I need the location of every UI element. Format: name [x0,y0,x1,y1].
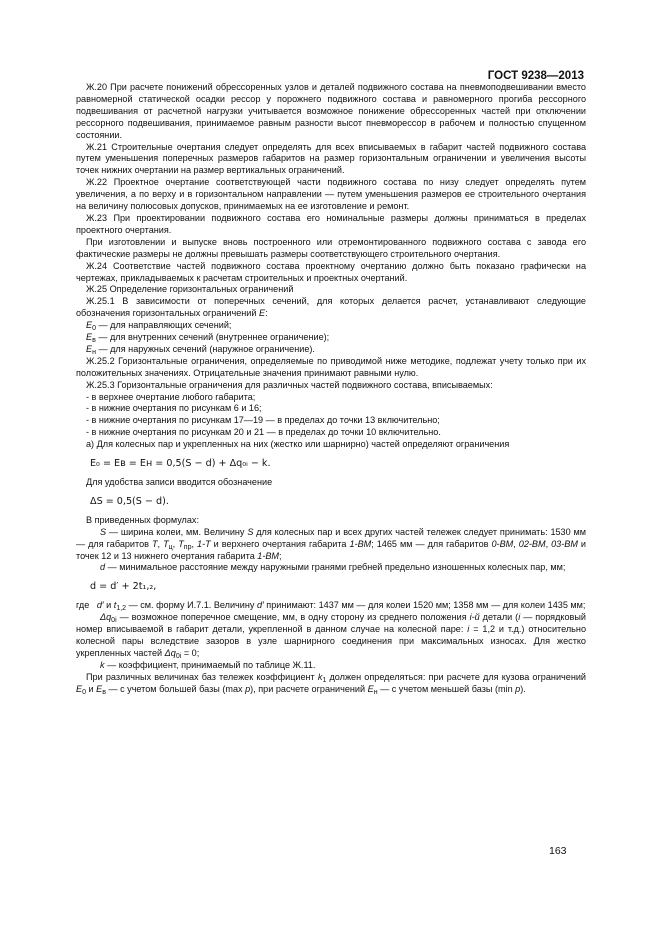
paragraph-item-a: а) Для колесных пар и укрепленных на них (жестко или шарнирно) частей определяют ограничения [86,439,510,450]
definition-s: S — ширина колеи, мм. Величину S для колесных пар и всех других частей тележек следует принимать: 1530 мм — для габаритов T, $T_ц$, $T_{пр}$, 1-Т и верхнего очертания габарита 1-ВМ; 1465 мм — для габаритов 0-ВМ, 02-ВМ, 03-ВМ и точек 12 и 13 нижнего очертания габарита 1-ВМ; [76,526,587,561]
paragraph-zh21: Ж.21 Строительные очертания следует определять для всех вписываемых в габарит частей подвижного состава путем уменьшения поперечных размеров габаритов на размер горизонтальным ограничении и увеличения высоты точек нижних очертании на размер вертикальных ограничений. [76,141,586,176]
paragraph-zh25-2: Ж.25.2 Горизонтальные ограничения, определяемые по приводимой ниже методике, подлежат учету только при их положительных значениях. Отрицательные значения принимают равными нулю. [76,355,586,378]
paragraph-zh23: Ж.23 При проектировании подвижного состава его номинальные размеры должны приниматься в пределах проектного очертания. [76,212,586,235]
section-title-zh25: Ж.25 Определение горизонтальных ограничений [86,284,294,295]
page-number: 163 [549,845,567,857]
formula-limits: E₀ = Eв = Eн = 0,5(S − d) + Δq₀ᵢ − k. [90,458,271,470]
body-text [76,82,586,696]
definition-k: k — коэффициент, принимаемый по таблице Ж.11. [100,659,316,670]
definition-delta-q: $\Delta q_{0i}$ — возможное поперечное смещение, мм, в одну сторону из среднего положения i-й детали (i — порядковый номер вписываемой в габарит детали, укрепленной в данном случае на колесной паре: i = 1,2 и т.д.) относительно колесной пары вследствие зазоров в узле шарнирного соединения при максимальных износах. Для жестко укрепленных частей $\Delta q_{0i} = 0$; [76,612,587,660]
paragraph-manufacture: При изготовлении и выпуске вновь построенного или отремонтированного подвижного состава с завода его фактические размеры не должны превышать размеры соответствующего строительного очертания. [76,236,586,259]
list-item: - в нижние очертания по рисункам 6 и 16; [86,403,262,414]
paragraph-zh20: Ж.20 При расчете понижений обрессоренных узлов и деталей подвижного состава на пневмоподвешивании вместо равномерной статической осадки рессор у порожнего подвижного состава и равномерного прогиба рессорного подвешивания от расчетной нагрузки учитывается возможное понижение обрессоренных частей при отключении рессорного подвешивания, принимаемое равным разности высот пневморессор в рабочем и полностью спущенном состоянии. [76,82,586,140]
definition-ev: $E_в$ — для внутренних сечений (внутреннее ограничение); [86,332,330,345]
paragraph-zh25-3: Ж.25.3 Горизонтальные ограничения для различных частей подвижного состава, вписываемых: [86,379,493,390]
paragraph-k1: При различных величинах баз тележек коэффициент $k_1$ должен определяться: при расчете для кузова ограничений $E_0$ и $E_в$ — с учетом большей базы (max p), при расчете ограничений $E_н$ — с учетом меньшей базы (min p). [76,671,587,696]
document-header: ГОСТ 9238—2013 [487,70,584,82]
paragraph-notation: Для удобства записи вводится обозначение [86,477,273,487]
paragraph-zh22: Ж.22 Проектное очертание соответствующей части подвижного состава по низу следует определять путем увеличения, а по верху и в горизонтальном направлении — путем уменьшения размеров ее строительного очертания на величину полюсовых допусков, принимаемых на ее изготовление и ремонт. [76,177,586,212]
list-item: - в нижние очертания по рисункам 20 и 21 — в пределах до точки 10 включительно. [86,427,441,438]
definition-e0: $E_0$ — для направляющих сечений; [86,320,232,333]
paragraph-zh24: Ж.24 Соответствие частей подвижного состава проектному очертанию должно быть показано графически на чертежах, прикладываемых к расчетам строительных и проектных очертаний. [76,260,586,283]
formula-d: d = d′ + 2t₁,₂, [90,581,157,593]
formula-delta-s: ΔS = 0,5(S − d). [90,495,169,507]
definition-d: d — минимальное расстояние между наружными гранями гребней предельно изношенных колесных пар, мм; [100,562,566,573]
list-item: - в верхнее очертание любого габарита; [86,391,256,402]
paragraph-zh25-1: Ж.25.1 В зависимости от поперечных сечений, для которых делается расчет, устанавливают следующие обозначения горизонтальных ограничений Е: [76,296,586,319]
list-item: - в нижние очертания по рисункам 17—19 — в пределах до точки 13 включительно; [86,415,440,426]
definition-d-prime: где d′ и $t_{1,2}$ — см. форму И.7.1. Величину d′ принимают: 1437 мм — для колеи 1520 мм; 1358 мм — для колеи 1435 мм; [76,600,586,613]
paragraph-where-formulas: В приведенных формулах: [86,514,199,525]
definition-en: $E_н$ — для наружных сечений (наружное ограничение). [86,343,315,356]
